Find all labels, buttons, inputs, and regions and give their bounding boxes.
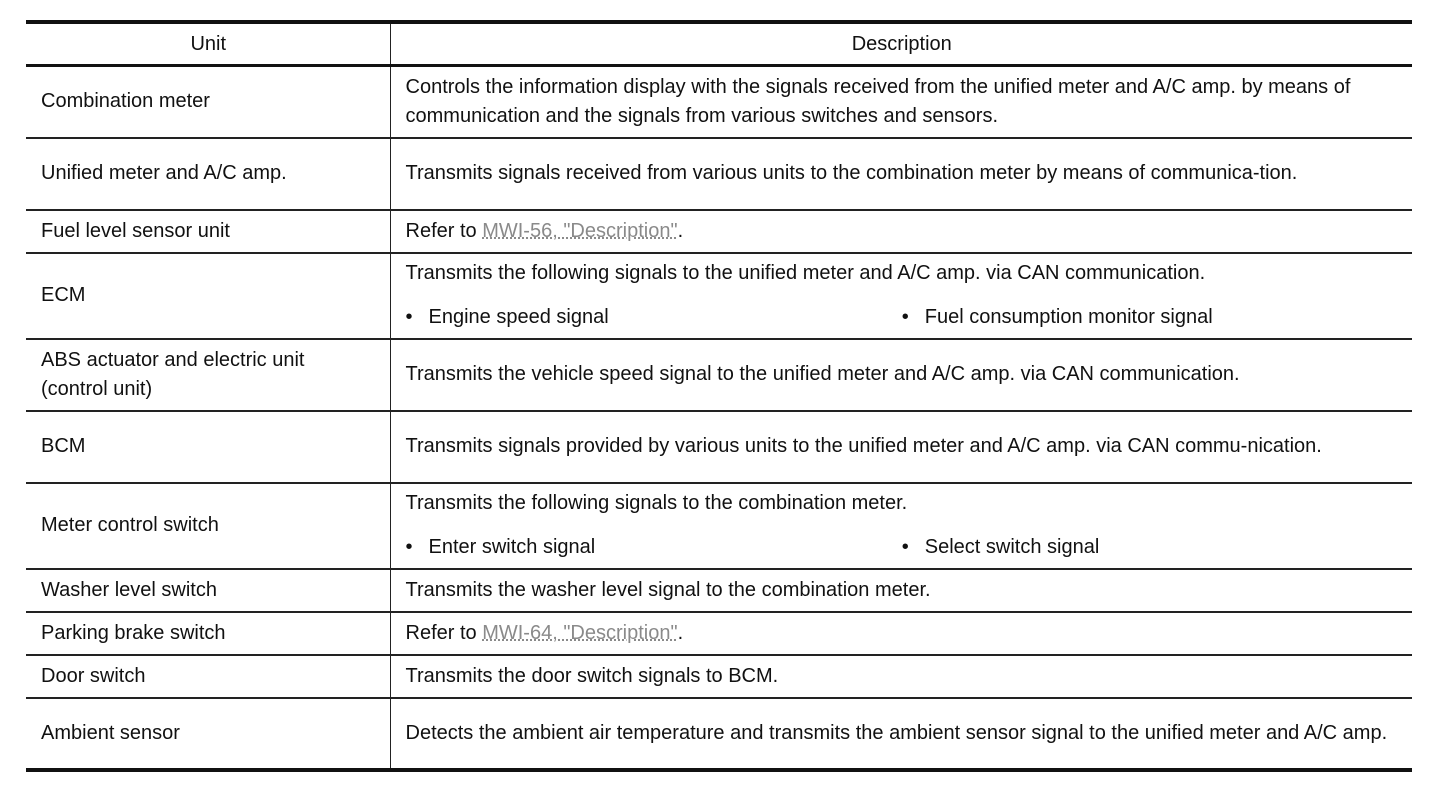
description-cell: Transmits the door switch signals to BCM.	[390, 655, 1412, 698]
unit-cell	[26, 339, 390, 411]
unit-cell: Door switch	[26, 655, 390, 698]
bullet-item: • Engine speed signal	[406, 303, 902, 332]
unit-cell: Fuel level sensor unit	[26, 210, 390, 253]
refer-prefix: Refer to	[405, 621, 483, 644]
table-row	[26, 138, 1412, 210]
bullet-item: • Enter switch signal	[406, 533, 902, 562]
unit-cell: Unified meter and A/C amp.	[26, 138, 390, 210]
refer-prefix: Refer to	[405, 219, 483, 242]
bullet-item: • Select switch signal	[902, 533, 1398, 562]
table-row	[26, 411, 1412, 483]
description-cell	[390, 483, 1412, 569]
unit-cell: BCM	[26, 411, 390, 483]
description-cell	[390, 253, 1412, 339]
header-description: Description	[390, 22, 1412, 66]
description-cell: Transmits signals provided by various units to the unified meter and A/C amp. via CAN commu-nication.	[390, 411, 1412, 483]
description-cell: Controls the information display with the signals received from the unified meter and A/C amp. by means of communication and the signals from various switches and sensors.	[390, 66, 1412, 138]
description-cell: Transmits the vehicle speed signal to the unified meter and A/C amp. via CAN communication.	[390, 339, 1412, 411]
description-cell	[390, 210, 1412, 253]
table-row	[26, 612, 1412, 655]
unit-line: ABS actuator and electric unit	[41, 348, 305, 371]
refer-suffix: .	[677, 621, 684, 644]
bullet-list	[406, 303, 1399, 332]
description-cell: Transmits the washer level signal to the combination meter.	[390, 569, 1412, 612]
unit-cell: Washer level switch	[26, 569, 390, 612]
bullet-item: • Fuel consumption monitor signal	[902, 303, 1398, 332]
table-row	[26, 655, 1412, 698]
unit-cell: Combination meter	[26, 66, 390, 138]
table-row	[26, 210, 1412, 253]
unit-description-table	[26, 20, 1412, 772]
description-cell: Detects the ambient air temperature and transmits the ambient sensor signal to the unified meter and A/C amp.	[390, 698, 1412, 770]
reference-link[interactable]: MWI-64, "Description"	[482, 621, 678, 644]
description-text: Transmits the following signals to the unified meter and A/C amp. via CAN communication.	[405, 262, 1206, 284]
table-row	[26, 66, 1412, 138]
header-unit: Unit	[26, 22, 390, 66]
unit-line: (control unit)	[41, 377, 153, 400]
table-row	[26, 569, 1412, 612]
description-text: Transmits the following signals to the combination meter.	[405, 492, 908, 514]
description-cell: Transmits signals received from various units to the combination meter by means of communica-tion.	[390, 138, 1412, 210]
unit-cell: Meter control switch	[26, 483, 390, 569]
description-cell	[390, 612, 1412, 655]
table-row	[26, 698, 1412, 770]
table-row	[26, 253, 1412, 339]
unit-cell: Ambient sensor	[26, 698, 390, 770]
reference-link[interactable]: MWI-56, "Description"	[482, 219, 678, 242]
table-header-row	[26, 22, 1412, 66]
table-row	[26, 483, 1412, 569]
refer-suffix: .	[677, 219, 684, 242]
bullet-list	[406, 533, 1399, 562]
unit-cell: Parking brake switch	[26, 612, 390, 655]
table-row	[26, 339, 1412, 411]
unit-cell: ECM	[26, 253, 390, 339]
